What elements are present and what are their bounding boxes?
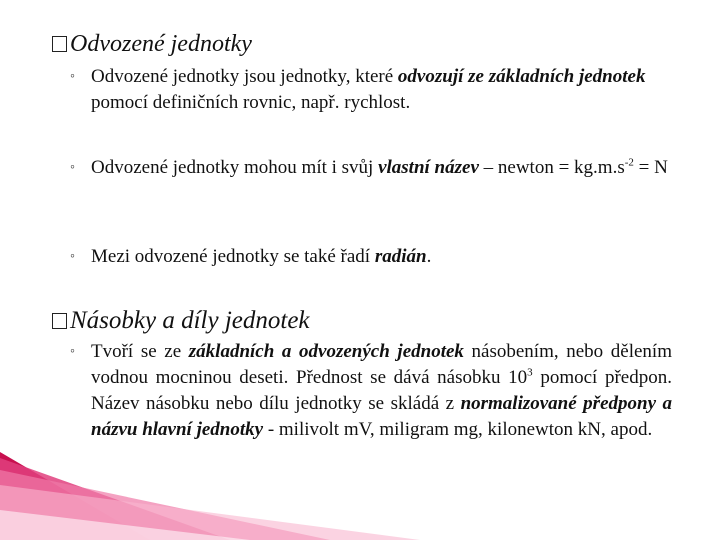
checkbox-bullet-icon	[52, 36, 67, 52]
emphasis-text: odvozují ze základních jednotek	[397, 66, 646, 87]
emphasis-text: normalizované předpony a názvu hlavní jednotky	[91, 393, 672, 440]
bullet-text	[91, 339, 672, 443]
text-run: pomocí definičních rovnic, např. rychlost.	[91, 92, 411, 113]
circle-bullet-icon: ◦	[70, 69, 75, 84]
bullet-text	[91, 64, 680, 116]
superscript: 3	[527, 366, 533, 379]
emphasis-text: vlastní název	[378, 157, 479, 178]
text-run: = N	[633, 157, 668, 178]
text-run: .	[426, 246, 432, 267]
section-heading-multiples	[52, 307, 310, 335]
text-run: Odvozené jednotky mohou mít i svůj	[91, 157, 379, 178]
text-run: pomocí předpon. Název násobku nebo dílu jednotky se skládá z	[91, 367, 672, 414]
circle-bullet-icon: ◦	[70, 249, 75, 264]
bullet-radian	[70, 244, 680, 270]
text-run: Mezi odvozené jednotky se také řadí	[91, 246, 375, 267]
bullet-multiples-description	[70, 339, 672, 443]
text-run: Odvozené jednotky jsou jednotky, které	[91, 66, 398, 87]
text-run: - milivolt mV, miligram mg, kilonewton kN, apod.	[263, 419, 653, 440]
text-run: násobením, nebo dělením vodnou mocninou deseti. Přednost se dává násobku 10	[91, 341, 672, 388]
emphasis-text: radián	[374, 246, 427, 267]
circle-bullet-icon: ◦	[70, 344, 75, 359]
bullet-derived-units-definition	[70, 64, 680, 116]
heading-text: Odvozené jednotky	[70, 31, 252, 57]
text-run: Tvoří se ze	[91, 341, 189, 362]
bullet-text	[91, 244, 680, 270]
section-heading-derived-units	[52, 30, 252, 58]
checkbox-bullet-icon	[52, 313, 67, 329]
bullet-own-name	[70, 155, 680, 181]
circle-bullet-icon: ◦	[70, 160, 75, 175]
heading-text: Násobky a díly jednotek	[70, 307, 310, 334]
text-run: – newton = kg.m.s	[478, 157, 625, 178]
superscript: -2	[624, 156, 634, 169]
bullet-text	[91, 155, 680, 181]
emphasis-text: základních a odvozených jednotek	[188, 341, 464, 362]
